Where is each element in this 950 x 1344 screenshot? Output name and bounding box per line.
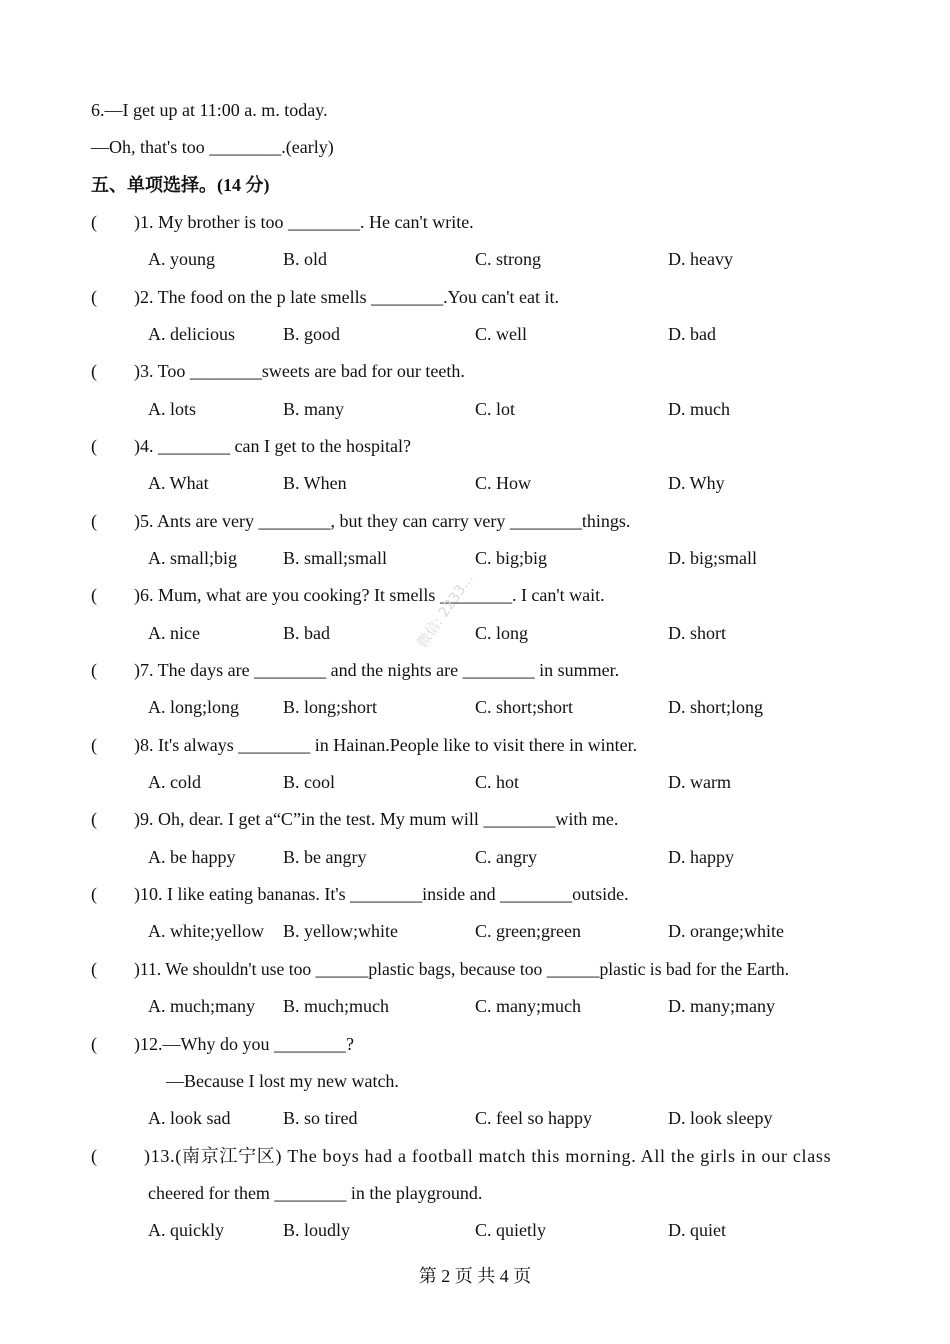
question-text: )1. My brother is too ________. He can't write. [134,212,474,232]
option-c: C. quietly [475,1220,546,1240]
answer-paren: ( [91,511,97,531]
option-c: C. big;big [475,548,548,568]
option-b: B. be angry [283,847,367,867]
option-d: D. big;small [668,548,757,568]
option-b: B. small;small [283,548,388,568]
option-c: C. well [475,324,527,344]
option-d: D. look sleepy [668,1108,773,1128]
option-b: B. cool [283,772,335,792]
option-b: B. loudly [283,1220,351,1240]
answer-paren: ( [91,1146,97,1166]
answer-paren: ( [91,212,97,232]
option-c: C. many;much [475,996,581,1016]
question-text: )10. I like eating bananas. It's ________inside and ________outside. [134,884,629,904]
answer-paren: ( [91,585,97,605]
option-c: C. long [475,623,529,643]
option-c: C. How [475,473,532,493]
option-a: A. much;many [148,996,255,1016]
option-a: A. look sad [148,1108,231,1128]
option-d: D. much [668,399,730,419]
option-d: D. quiet [668,1220,726,1240]
question-6-line-2: —Oh, that's too ________.(early) [91,137,334,157]
section-title: 五、单项选择。(14 分) [91,175,270,195]
option-a: A. long;long [148,697,240,717]
option-d: D. orange;white [668,921,784,941]
question-text: )6. Mum, what are you cooking? It smells ________. I can't wait. [134,585,605,605]
option-d: D. Why [668,473,725,493]
answer-paren: ( [91,884,97,904]
question-text: )9. Oh, dear. I get a“C”in the test. My mum will ________with me. [134,809,619,829]
option-c: C. hot [475,772,520,792]
question-text: )3. Too ________sweets are bad for our teeth. [134,361,465,381]
answer-paren: ( [91,436,97,456]
answer-paren: ( [91,1034,97,1054]
option-c: C. strong [475,249,542,269]
page-footer: 第 2 页 共 4 页 [418,1266,532,1286]
option-b: B. good [283,324,341,344]
option-b: B. many [283,399,344,419]
question-text: )8. It's always ________ in Hainan.People like to visit there in winter. [134,735,638,755]
question-text-line-2: —Because I lost my new watch. [166,1071,399,1091]
option-b: B. so tired [283,1108,358,1128]
option-d: D. bad [668,324,716,344]
question-text: )13.(南京江宁区) The boys had a football match this morning. All the girls in our class [144,1146,832,1166]
question-text: )2. The food on the p late smells ________.You can't eat it. [134,287,560,307]
option-b: B. yellow;white [283,921,398,941]
option-c: C. angry [475,847,537,867]
watermark: 微信: 2233... [414,571,477,651]
option-c: C. short;short [475,697,574,717]
answer-paren: ( [91,361,97,381]
option-d: D. short [668,623,726,643]
answer-paren: ( [91,660,97,680]
option-b: B. When [283,473,347,493]
option-c: C. feel so happy [475,1108,592,1128]
answer-paren: ( [91,809,97,829]
option-a: A. young [148,249,215,269]
question-6-line-1: 6.—I get up at 11:00 a. m. today. [91,100,328,120]
option-b: B. bad [283,623,330,643]
option-b: B. much;much [283,996,389,1016]
option-d: D. warm [668,772,731,792]
option-a: A. delicious [148,324,235,344]
option-a: A. be happy [148,847,236,867]
option-c: C. lot [475,399,516,419]
option-b: B. long;short [283,697,378,717]
option-a: A. small;big [148,548,237,568]
option-d: D. short;long [668,697,764,717]
option-b: B. old [283,249,328,269]
option-a: A. What [148,473,209,493]
answer-paren: ( [91,735,97,755]
option-a: A. lots [148,399,197,419]
option-d: D. heavy [668,249,733,269]
option-a: A. quickly [148,1220,224,1240]
option-a: A. nice [148,623,200,643]
answer-paren: ( [91,959,97,979]
question-text: )7. The days are ________ and the nights are ________ in summer. [134,660,620,680]
question-text: )5. Ants are very ________, but they can carry very ________things. [134,511,631,531]
option-d: D. many;many [668,996,775,1016]
question-text-line-2: cheered for them ________ in the playground. [148,1183,483,1203]
option-a: A. white;yellow [148,921,264,941]
question-text: )4. ________ can I get to the hospital? [134,436,411,456]
question-text: )12.—Why do you ________? [134,1034,354,1054]
option-d: D. happy [668,847,734,867]
question-text: )11. We shouldn't use too ______plastic bags, because too ______plastic is bad for the Earth. [134,959,790,979]
option-a: A. cold [148,772,201,792]
option-c: C. green;green [475,921,581,941]
answer-paren: ( [91,287,97,307]
